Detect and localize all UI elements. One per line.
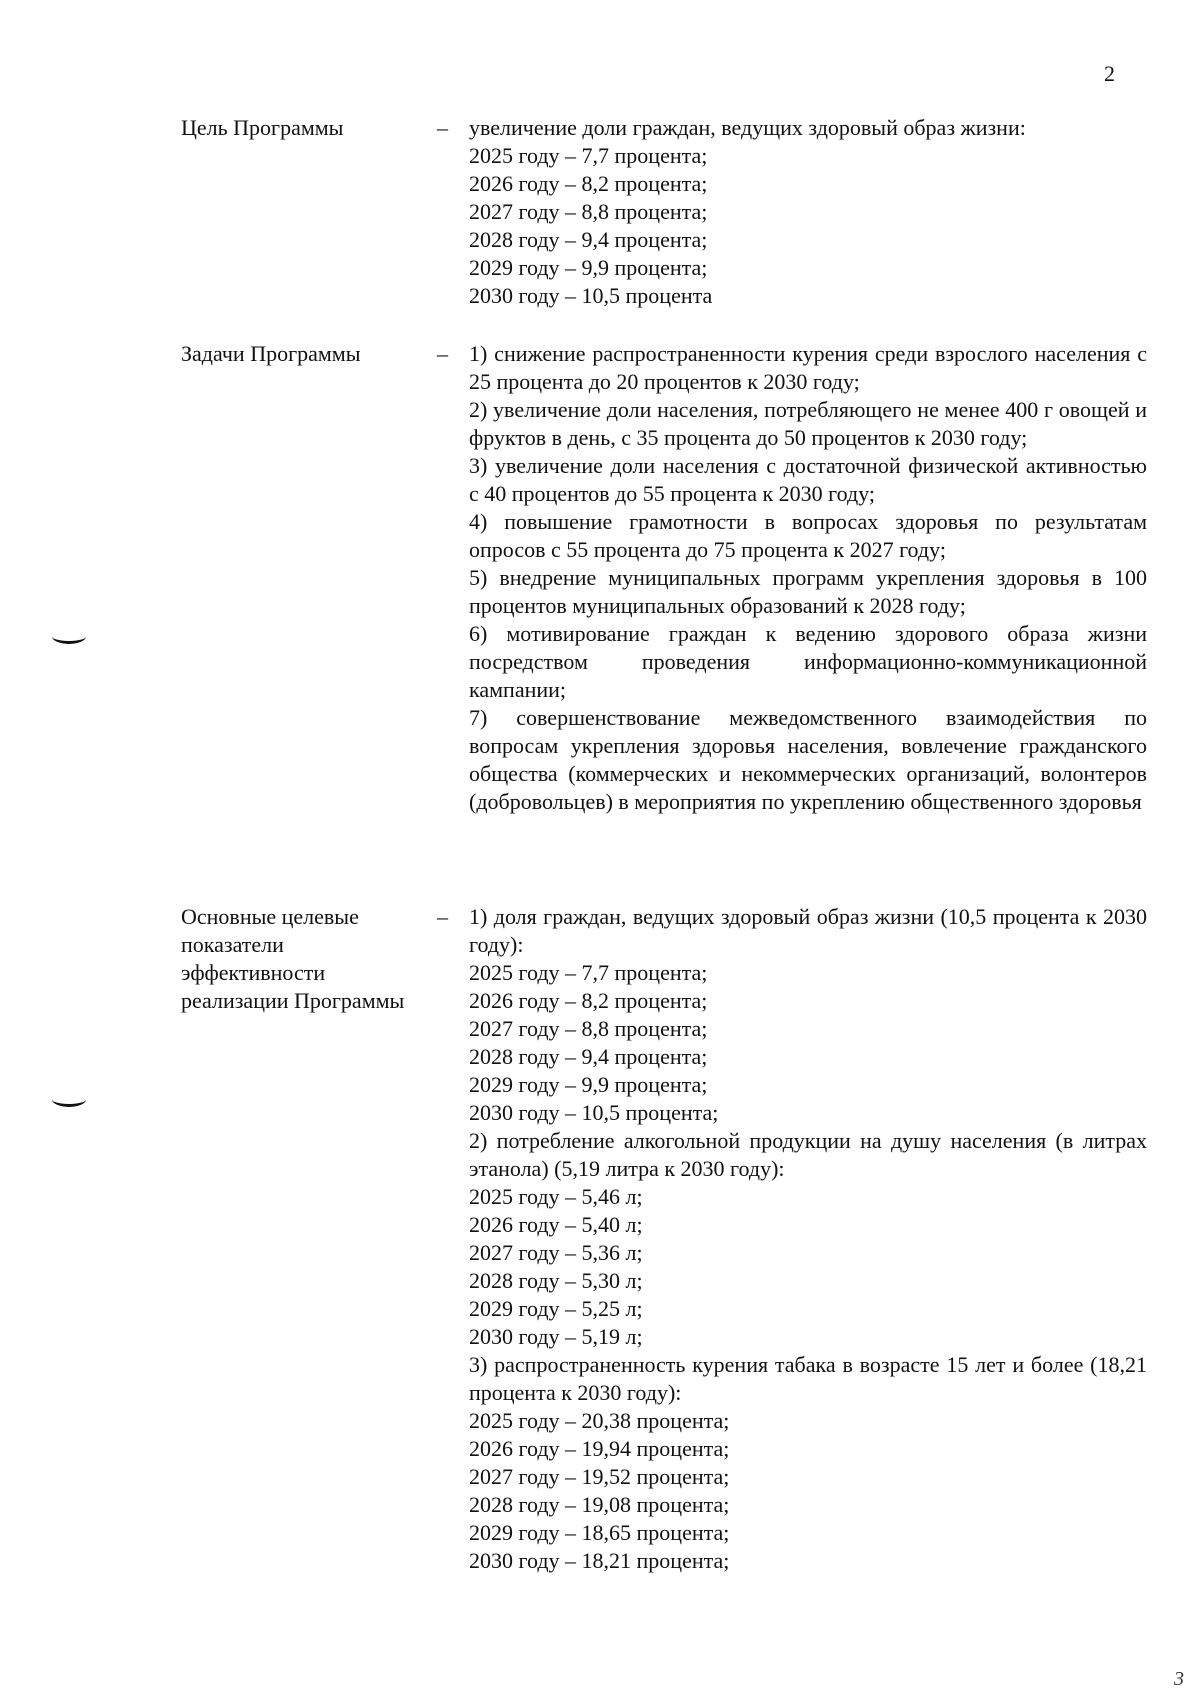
indicator-line: 2025 году – 20,38 процента; [469, 1408, 730, 1433]
scan-mark [52, 1092, 86, 1107]
goal-line: 2026 году – 8,2 процента; [469, 171, 708, 196]
indicator-line: 2025 году – 5,46 л; [469, 1184, 643, 1209]
goal-line: 2025 году – 7,7 процента; [469, 143, 708, 168]
task-item: 5) внедрение муниципальных программ укрепления здоровья в 100 процентов муниципальных образований к 2028 году; [469, 565, 1147, 618]
indicator-line: 2029 году – 5,25 л; [469, 1296, 643, 1321]
indicators-label: Основные целевые показатели эффективности реализации Программы [181, 904, 405, 1013]
indicator-line: 2028 году – 19,08 процента; [469, 1492, 730, 1517]
task-item: 1) снижение распространенности курения среди взрослого населения с 25 процента до 20 процентов к 2030 году; [469, 341, 1147, 394]
task-item: 6) мотивирование граждан к ведению здорового образа жизни посредством проведения информационно-коммуникационной кампании; [469, 621, 1147, 702]
indicator-line: 2027 году – 8,8 процента; [469, 1016, 708, 1041]
indicator-line: 2028 году – 5,30 л; [469, 1268, 643, 1293]
task-item: 7) совершенствование межведомственного взаимодействия по вопросам укрепления здоровья населения, вовлечение гражданского общества (коммерческих и некоммерческих организаций, волонтеров (добровольцев) в мероприятия по укреплению общественного здоровья [469, 705, 1147, 814]
goal-line: 2029 году – 9,9 процента; [469, 255, 708, 280]
goal-label: Цель Программы [181, 115, 344, 140]
indicator-line: 2026 году – 5,40 л; [469, 1212, 643, 1237]
indicators-dash: – [437, 904, 448, 929]
task-item: 4) повышение грамотности в вопросах здоровья по результатам опросов с 55 процента до 75 процента к 2027 году; [469, 509, 1147, 562]
goal-line: 2027 году – 8,8 процента; [469, 199, 708, 224]
goal-line: увеличение доли граждан, ведущих здоровый образ жизни: [469, 115, 1026, 140]
goal-dash: – [437, 115, 448, 140]
corner-mark: 3 [1174, 1668, 1184, 1690]
tasks-label: Задачи Программы [181, 341, 361, 366]
goal-content [469, 114, 1147, 310]
indicator-line: 2029 году – 9,9 процента; [469, 1072, 708, 1097]
tasks-dash: – [437, 341, 448, 366]
indicators-content [469, 903, 1147, 1575]
indicator-line: 2026 году – 8,2 процента; [469, 988, 708, 1013]
indicator-line: 2030 году – 10,5 процента; [469, 1100, 719, 1125]
indicator-line: 2028 году – 9,4 процента; [469, 1044, 708, 1069]
indicator-title: 2) потребление алкогольной продукции на душу населения (в литрах этанола) (5,19 литра к 2030 году): [469, 1128, 1147, 1181]
indicator-line: 2027 году – 19,52 процента; [469, 1464, 730, 1489]
indicator-line: 2029 году – 18,65 процента; [469, 1520, 730, 1545]
indicator-title: 1) доля граждан, ведущих здоровый образ жизни (10,5 процента к 2030 году): [469, 904, 1147, 957]
tasks-content [469, 340, 1147, 816]
task-item: 2) увеличение доли населения, потребляющего не менее 400 г овощей и фруктов в день, с 35 процента до 50 процентов к 2030 году; [469, 397, 1147, 450]
indicator-line: 2030 году – 5,19 л; [469, 1324, 643, 1349]
indicator-line: 2026 году – 19,94 процента; [469, 1436, 730, 1461]
scan-mark [52, 629, 86, 644]
indicator-line: 2025 году – 7,7 процента; [469, 960, 708, 985]
indicator-line: 2027 году – 5,36 л; [469, 1240, 643, 1265]
goal-line: 2030 году – 10,5 процента [469, 283, 713, 308]
indicator-line: 2030 году – 18,21 процента; [469, 1548, 730, 1573]
page-number: 2 [1104, 61, 1115, 86]
goal-line: 2028 году – 9,4 процента; [469, 227, 708, 252]
indicator-title: 3) распространенность курения табака в возрасте 15 лет и более (18,21 процента к 2030 году): [469, 1352, 1147, 1405]
task-item: 3) увеличение доли населения с достаточной физической активностью с 40 процентов до 55 процента к 2030 году; [469, 453, 1147, 506]
